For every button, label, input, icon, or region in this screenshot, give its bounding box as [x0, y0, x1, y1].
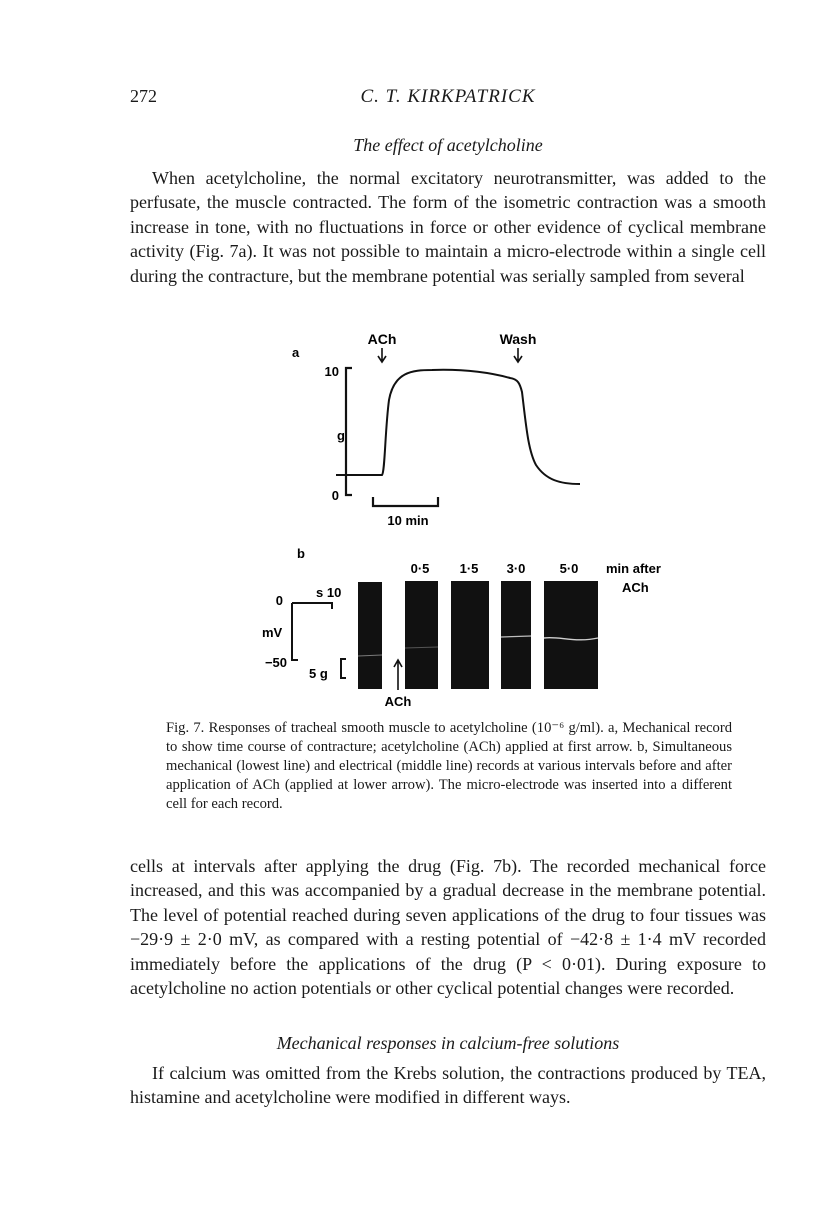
mv-minus50-label: −50 [264, 655, 287, 670]
wash-arrow-icon [514, 348, 522, 362]
mv-unit-label: mV [262, 625, 283, 640]
section-title-calcium: Mechanical responses in calcium-free solutions [276, 1033, 620, 1053]
time-label-2: 3·0 [506, 561, 526, 576]
record-0-5min [405, 581, 438, 689]
y-unit-g: g [337, 428, 345, 443]
page-number: 272 [130, 86, 157, 106]
record-3-0min [501, 581, 531, 689]
time-scale-bar [373, 497, 438, 506]
time-label-0: 0·5 [410, 561, 430, 576]
panel-b-label: b [297, 546, 305, 561]
section-title-acetylcholine: The effect of acetylcholine [353, 135, 543, 155]
force-scale-bracket [341, 659, 346, 678]
figure-caption: Fig. 7. Responses of tracheal smooth muscle to acetylcholine (10⁻⁶ g/ml). a, Mechanical record to show time course of contracture; acetylcholine (ACh) applied at first arrow. b, Simultaneous mechanical (lowest line) and electrical (middle line) records at various intervals before and after application of ACh (applied at lower arrow). The micro-electrode was inserted into a different cell for each record. [166, 720, 732, 812]
ach-arrow-icon [378, 348, 386, 362]
time-scale-label: 10 min [387, 513, 429, 528]
voltage-time-scale-bar [292, 603, 332, 660]
mv-zero-label: 0 [275, 593, 283, 608]
force-scale-label: 5 g [309, 666, 328, 681]
ach-arrow-label: ACh [367, 331, 397, 347]
record-control [358, 582, 382, 689]
running-head: C. T. KIRKPATRICK [360, 86, 536, 107]
ach-after-label: ACh [622, 580, 649, 595]
s10-label: s 10 [316, 585, 342, 600]
panel-a-label: a [292, 345, 300, 360]
paragraph-results: cells at intervals after applying the drug (Fig. 7b). The recorded mechanical force increased, and this was accompanied by a gradual decrease in the membrane potential. The level of potential reached during seven applications of the drug to four tissues was −29·9 ± 2·0 mV, as compared with a resting potential of −42·8 ± 1·4 mV recorded immediately before the applications of the drug (P < 0·01). During exposure to acetylcholine no action potentials or other cyclical potential changes were recorded. [130, 856, 766, 999]
contracture-trace [336, 370, 580, 484]
paragraph-acetylcholine: When acetylcholine, the normal excitatory neurotransmitter, was added to the perfusate, the muscle contracted. The form of the isometric contraction was a smooth increase in tone, with no fluctuations in force or other evidence of cyclical membrane activity (Fig. 7a). It was not possible to maintain a micro-electrode within a single cell during the contracture, but the membrane potential was serially sampled from several [130, 168, 766, 286]
paragraph-calcium: If calcium was omitted from the Krebs solution, the contractions produced by TEA, histamine and acetylcholine were modified in different ways. [130, 1063, 766, 1108]
ach-applied-arrow-icon [394, 660, 402, 690]
ach-applied-label: ACh [384, 694, 412, 709]
y-tick-0: 0 [331, 488, 339, 503]
time-label-3: 5·0 [559, 561, 579, 576]
min-after-label: min after [606, 561, 661, 576]
record-1-5min [451, 581, 489, 689]
time-label-1: 1·5 [459, 561, 479, 576]
wash-arrow-label: Wash [499, 331, 537, 347]
y-tick-10: 10 [324, 364, 339, 379]
record-5-0min [544, 581, 598, 689]
